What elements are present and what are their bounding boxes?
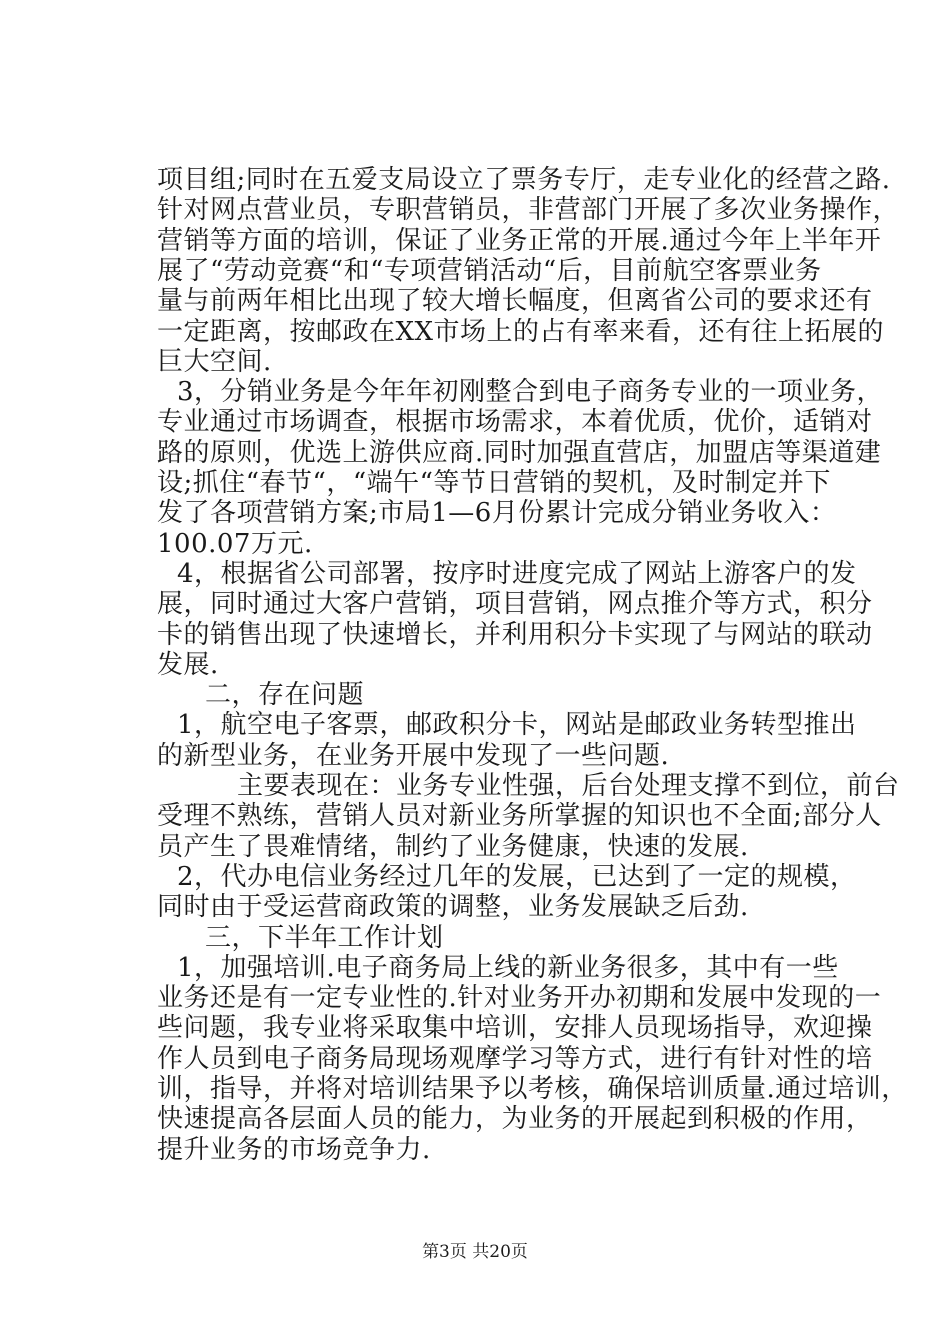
text-line: 1，航空电子客票，邮政积分卡，网站是邮政业务转型推出 (177, 710, 857, 741)
text-line: 业务还是有一定专业性的.针对业务开办初期和发展中发现的一 (157, 983, 882, 1014)
text-line: 一定距离，按邮政在XX市场上的占有率来看，还有往上拓展的 (157, 316, 885, 347)
text-line: 训，指导，并将对培训结果予以考核，确保培训质量.通过培训， (157, 1074, 908, 1104)
text-line: 针对网点营业员，专职营销员，非营部门开展了多次业务操作， (157, 195, 900, 226)
text-line: 卡的销售出现了快速增长，并利用积分卡实现了与网站的联动 (157, 619, 873, 650)
text-line: 发了各项营销方案;市局1—6月份累计完成分销业务收入： (157, 498, 837, 529)
text-line: 路的原则，优选上游供应商.同时加强直营店，加盟店等渠道建 (157, 437, 882, 468)
text-line: 100.07万元. (157, 528, 313, 559)
text-line: 发展. (157, 649, 219, 680)
text-line: 3，分销业务是今年年初刚整合到电子商务专业的一项业务， (177, 377, 884, 408)
text-line: 提升业务的市场竞争力. (157, 1134, 431, 1165)
text-line: 展，同时通过大客户营销，项目营销，网点推介等方式，积分 (157, 589, 873, 620)
text-line: 受理不熟练，营销人员对新业务所掌握的知识也不全面;部分人 (157, 801, 882, 832)
text-line: 快速提高各层面人员的能力，为业务的开展起到积极的作用， (157, 1104, 873, 1135)
text-line: 展了“劳动竞赛“和“专项营销活动“后，目前航空客票业务 (157, 255, 822, 286)
text-line: 营销等方面的培训，保证了业务正常的开展.通过今年上半年开 (157, 225, 882, 256)
text-line: 1，加强培训.电子商务局上线的新业务很多，其中有一些 (177, 952, 839, 983)
text-line: 巨大空间. (157, 346, 272, 377)
text-line: 4，根据省公司部署，按序时进度完成了网站上游客户的发 (177, 558, 857, 589)
text-line: 2，代办电信业务经过几年的发展，已达到了一定的规模， (177, 861, 857, 892)
page-footer: 第3页 共20页 (422, 1242, 528, 1262)
text-line: 的新型业务，在业务开展中发现了一些问题. (157, 740, 670, 771)
text-line: 设;抓住“春节“，“端午“等节日营销的契机，及时制定并下 (157, 468, 831, 498)
text-line: 员产生了畏难情绪，制约了业务健康，快速的发展. (157, 831, 749, 862)
text-line: 量与前两年相比出现了较大增长幅度，但离省公司的要求还有 (157, 286, 873, 317)
text-line: 专业通过市场调查，根据市场需求，本着优质，优价，适销对 (157, 407, 873, 438)
text-line: 同时由于受运营商政策的调整，业务发展缺乏后劲. (157, 892, 749, 923)
text-line: 主要表现在：业务专业性强，后台处理支撑不到位，前台 (237, 771, 900, 801)
text-line: 些问题，我专业将采取集中培训，安排人员现场指导，欢迎操 (157, 1013, 873, 1044)
text-line: 二，存在问题 (205, 680, 365, 711)
text-line: 项目组;同时在五爱支局设立了票务专厅，走专业化的经营之路. (157, 165, 891, 195)
text-line: 三，下半年工作计划 (205, 922, 444, 953)
text-line: 作人员到电子商务局现场观摩学习等方式，进行有针对性的培 (157, 1043, 873, 1074)
